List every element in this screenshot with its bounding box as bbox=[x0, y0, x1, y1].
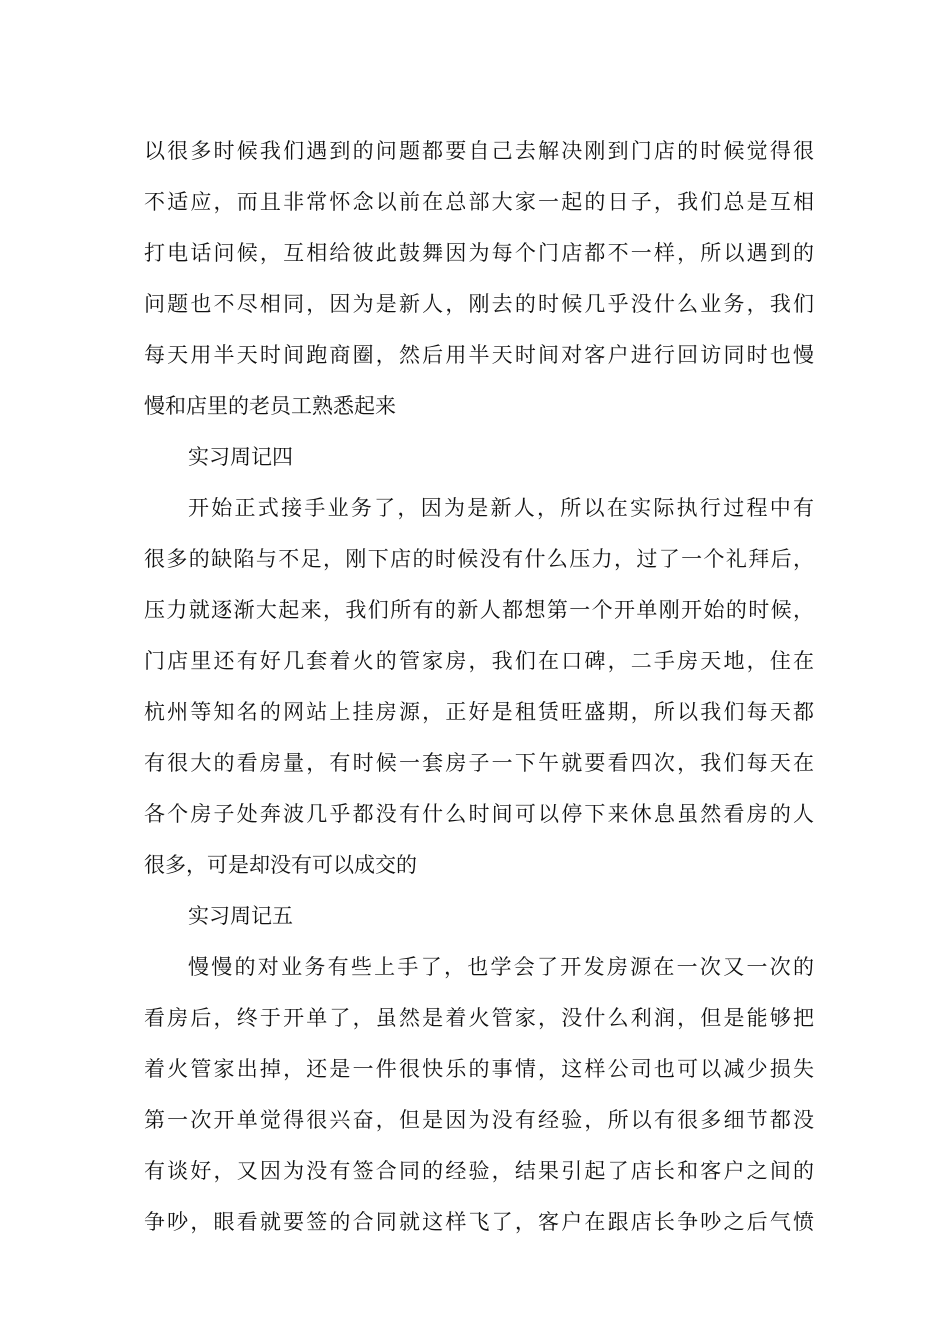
section-heading-week5: 实习周记五 bbox=[188, 904, 293, 928]
text-line: 有很大的看房量，有时候一套房子一下午就要看四次，我们每天在 bbox=[144, 751, 814, 775]
section-heading-week4: 实习周记四 bbox=[188, 445, 293, 469]
text-line: 每天用半天时间跑商圈，然后用半天时间对客户进行回访同时也慢 bbox=[144, 343, 814, 367]
text-line: 杭州等知名的网站上挂房源，正好是租赁旺盛期，所以我们每天都 bbox=[144, 700, 814, 724]
text-line: 各个房子处奔波几乎都没有什么时间可以停下来休息虽然看房的人 bbox=[144, 802, 814, 826]
text-line: 压力就逐渐大起来，我们所有的新人都想第一个开单刚开始的时候， bbox=[144, 598, 814, 622]
text-line: 很多，可是却没有可以成交的 bbox=[144, 853, 417, 877]
text-line: 看房后，终于开单了，虽然是着火管家，没什么利润，但是能够把 bbox=[144, 1006, 814, 1030]
text-line: 打电话问候，互相给彼此鼓舞因为每个门店都不一样，所以遇到的 bbox=[144, 241, 814, 265]
text-line: 问题也不尽相同，因为是新人，刚去的时候几乎没什么业务，我们 bbox=[144, 292, 814, 316]
document-body bbox=[144, 126, 814, 1248]
text-line: 第一次开单觉得很兴奋，但是因为没有经验，所以有很多细节都没 bbox=[144, 1108, 814, 1132]
text-line: 门店里还有好几套着火的管家房，我们在口碑，二手房天地，住在 bbox=[144, 649, 814, 673]
text-line: 开始正式接手业务了，因为是新人，所以在实际执行过程中有 bbox=[188, 496, 814, 520]
text-line: 着火管家出掉，还是一件很快乐的事情，这样公司也可以减少损失 bbox=[144, 1057, 814, 1081]
paragraph-week3-continuation bbox=[144, 126, 814, 432]
paragraph-week5 bbox=[144, 942, 814, 1248]
text-line: 慢慢的对业务有些上手了，也学会了开发房源在一次又一次的 bbox=[188, 955, 814, 979]
text-line: 慢和店里的老员工熟悉起来 bbox=[144, 394, 396, 418]
text-line: 不适应，而且非常怀念以前在总部大家一起的日子，我们总是互相 bbox=[144, 190, 814, 214]
paragraph-week4 bbox=[144, 483, 814, 891]
text-line: 以很多时候我们遇到的问题都要自己去解决刚到门店的时候觉得很 bbox=[144, 139, 814, 163]
text-line: 争吵，眼看就要签的合同就这样飞了，客户在跟店长争吵之后气愤 bbox=[144, 1210, 814, 1234]
text-line: 有谈好，又因为没有签合同的经验，结果引起了店长和客户之间的 bbox=[144, 1159, 814, 1183]
text-line: 很多的缺陷与不足，刚下店的时候没有什么压力，过了一个礼拜后， bbox=[144, 547, 814, 571]
